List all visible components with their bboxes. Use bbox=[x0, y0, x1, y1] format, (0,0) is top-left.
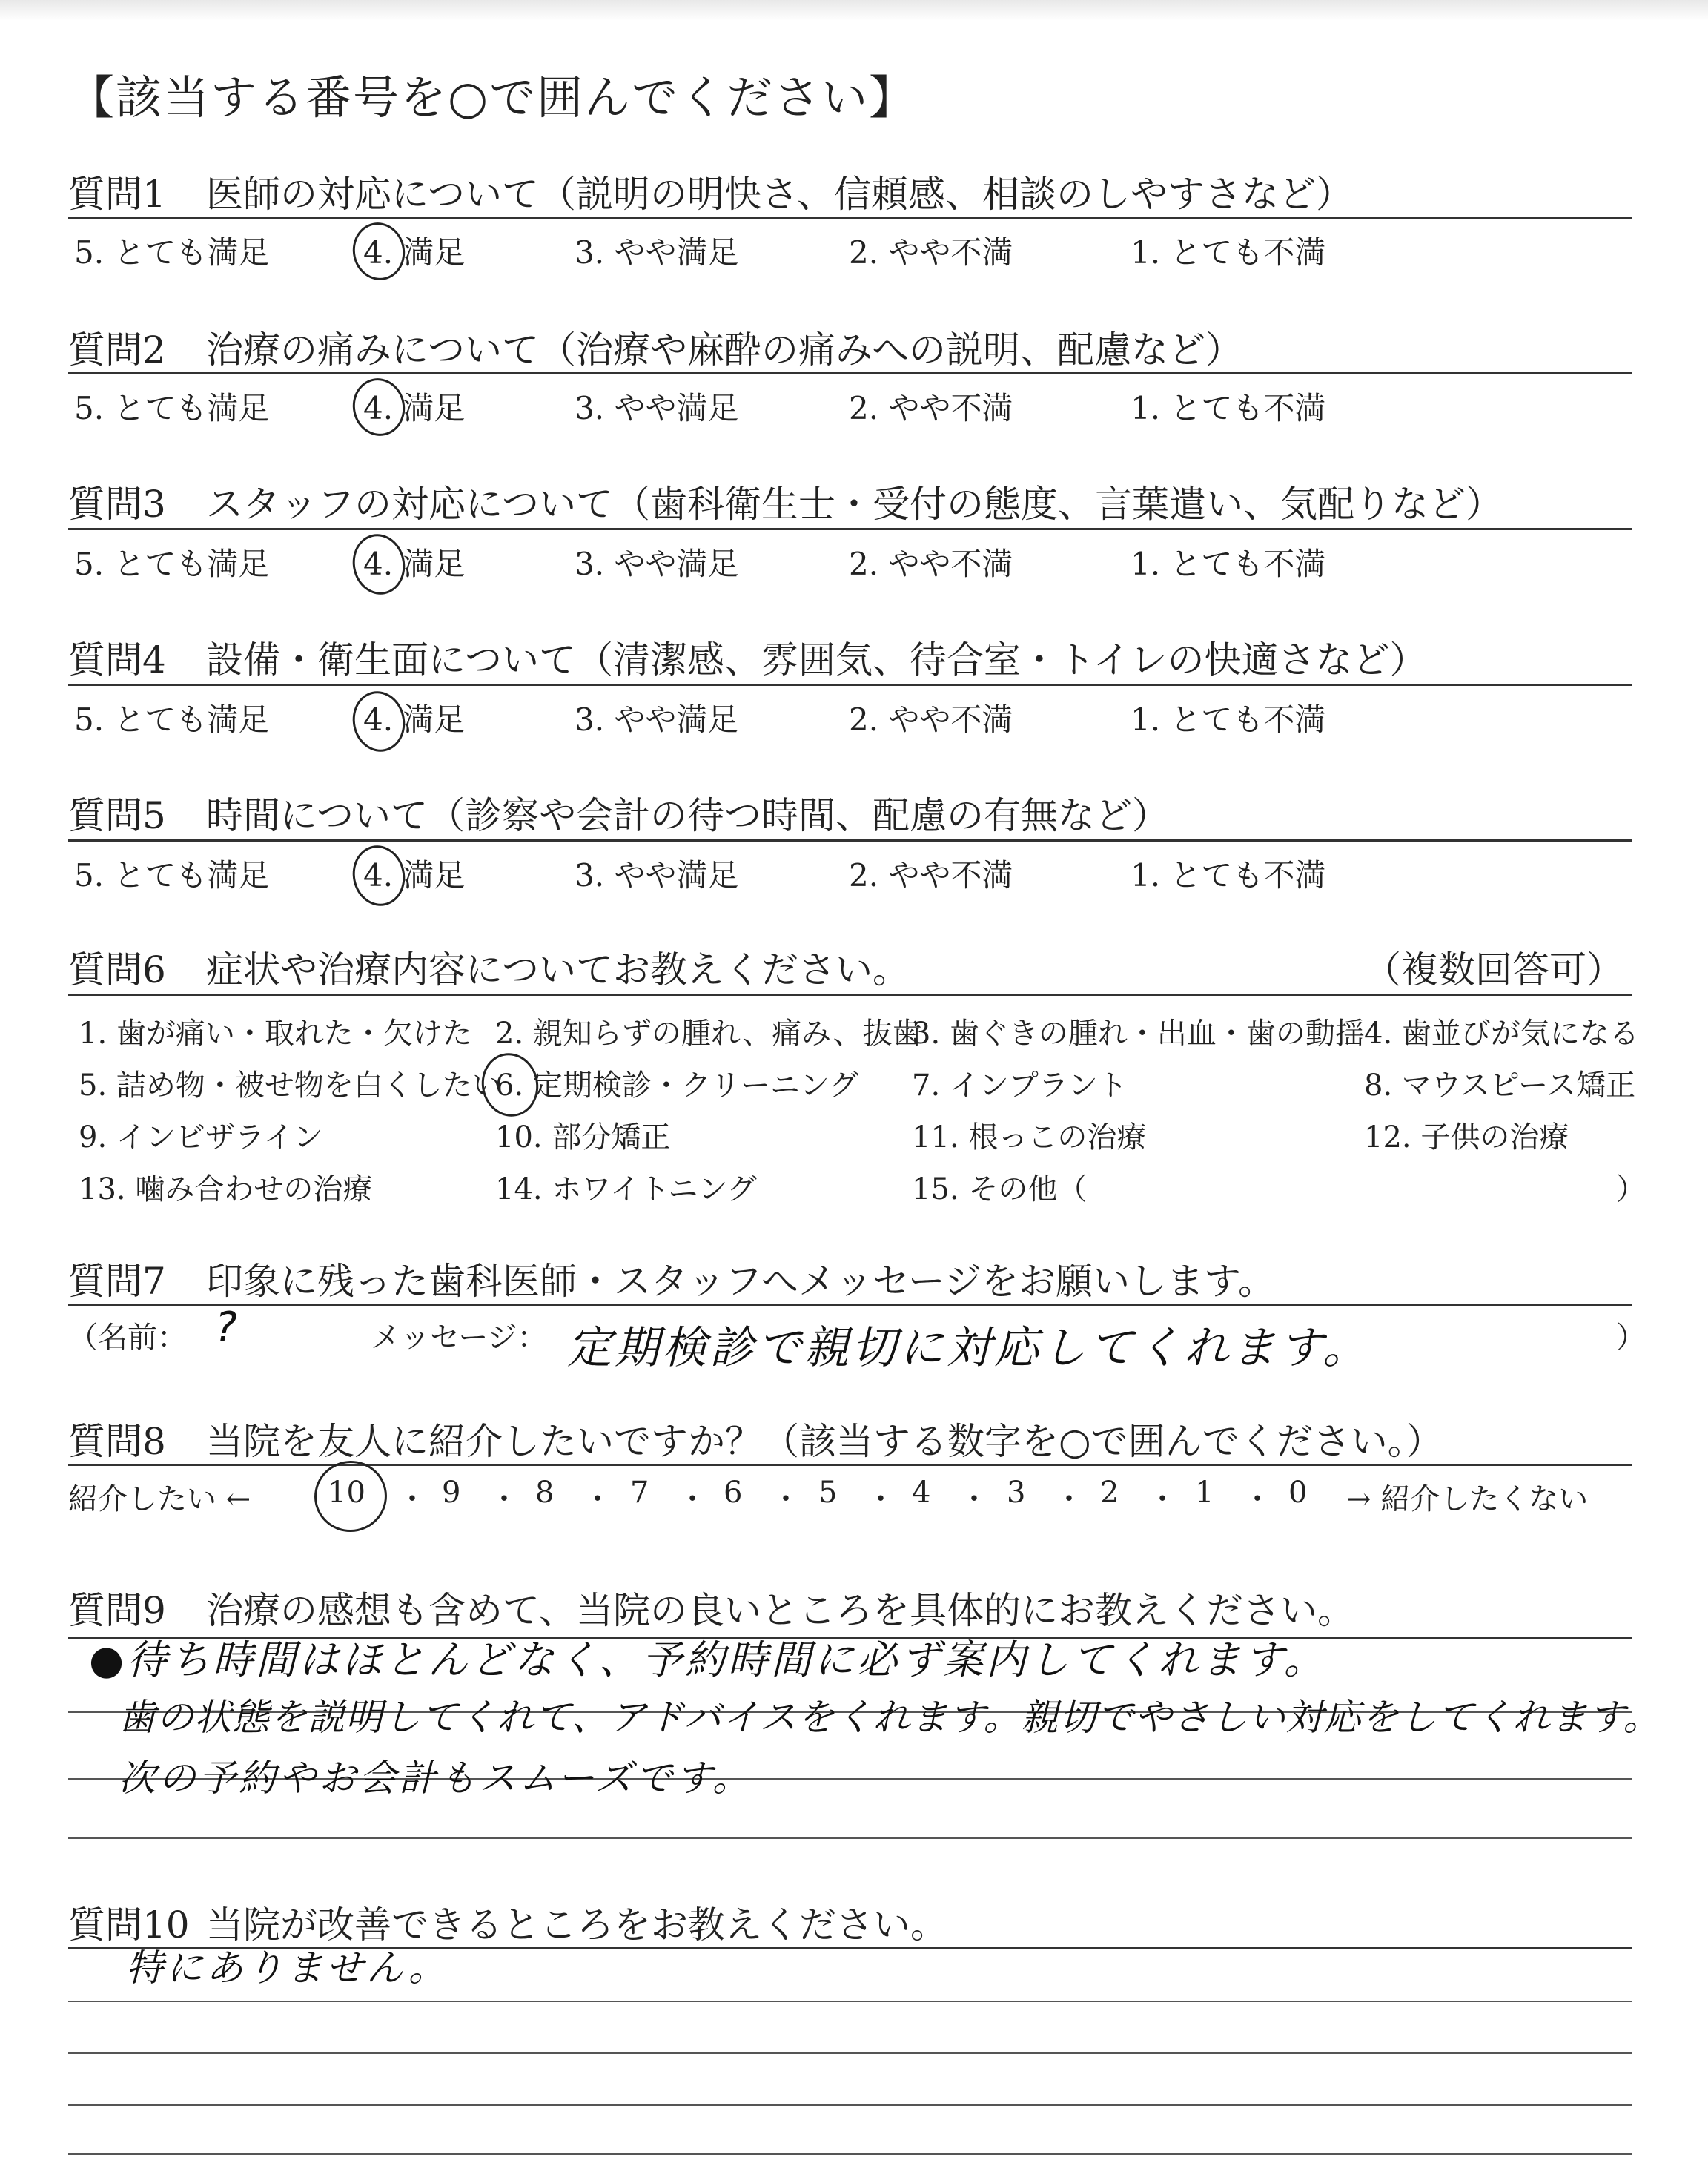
q6-note: （複数回答可） bbox=[1364, 948, 1623, 991]
q7-close: ） bbox=[1616, 1321, 1646, 1355]
q6-other-close: ） bbox=[1616, 1172, 1646, 1206]
q4-opt-2[interactable]: 2. やや不満 bbox=[849, 701, 1013, 738]
q8-rule bbox=[68, 1464, 1632, 1466]
q9-answer-line-2[interactable]: 歯の状態を説明してくれて、アドバイスをくれます。親切でやさしい対応をしてくれます。 bbox=[119, 1696, 1661, 1739]
q2-opt-5[interactable]: 5. とても満足 bbox=[74, 390, 270, 426]
q1-label: 質問1 bbox=[68, 173, 166, 216]
q8-dot-2: ・ bbox=[489, 1482, 519, 1516]
q3-label: 質問3 bbox=[68, 483, 166, 526]
q2-rule bbox=[68, 372, 1632, 374]
q7-name-value[interactable]: ? bbox=[215, 1304, 240, 1352]
q6-opt-4[interactable]: 4. 歯並びが気になる bbox=[1364, 1017, 1639, 1051]
q8-scale-0[interactable]: 0 bbox=[1288, 1476, 1308, 1510]
q8-label: 質問8 bbox=[68, 1420, 166, 1463]
q1-opt-5[interactable]: 5. とても満足 bbox=[74, 234, 270, 271]
q1-opt-1[interactable]: 1. とても不満 bbox=[1131, 234, 1326, 271]
q9-answer-line-1[interactable]: ●待ち時間はほとんどなく、予約時間に必ず案内してくれます。 bbox=[89, 1636, 1327, 1683]
q6-opt-1[interactable]: 1. 歯が痛い・取れた・欠けた bbox=[79, 1017, 472, 1051]
q6-opt-15[interactable]: 15. その他（ bbox=[912, 1172, 1088, 1206]
q6-opt-7[interactable]: 7. インプラント bbox=[912, 1069, 1128, 1103]
q10-label: 質問10 bbox=[68, 1903, 190, 1946]
q6-selection-circle bbox=[476, 1048, 544, 1122]
q6-text: 症状や治療内容についてお教えください。 bbox=[206, 948, 910, 991]
q8-dot-1: ・ bbox=[397, 1482, 427, 1516]
q7-name-label: （名前： bbox=[68, 1321, 187, 1355]
q5-opt-2[interactable]: 2. やや不満 bbox=[849, 857, 1013, 894]
q8-dot-3: ・ bbox=[583, 1482, 612, 1516]
q4-label: 質問4 bbox=[68, 638, 166, 681]
q2-opt-2[interactable]: 2. やや不満 bbox=[849, 390, 1013, 426]
q8-dot-4: ・ bbox=[678, 1482, 707, 1516]
q5-opt-5[interactable]: 5. とても満足 bbox=[74, 857, 270, 894]
q4-opt-5[interactable]: 5. とても満足 bbox=[74, 701, 270, 738]
q9-text: 治療の感想も含めて、当院の良いところを具体的にお教えください。 bbox=[206, 1589, 1354, 1632]
q3-rule bbox=[68, 528, 1632, 530]
q6-opt-14[interactable]: 14. ホワイトニング bbox=[495, 1172, 757, 1206]
q10-rule-4 bbox=[68, 2104, 1632, 2106]
page-title: 【該当する番号を○で囲んでください】 bbox=[68, 70, 917, 125]
q5-rule bbox=[68, 839, 1632, 842]
q1-opt-4[interactable]: 4. 満足 bbox=[363, 234, 466, 271]
q6-opt-11[interactable]: 11. 根っこの治療 bbox=[912, 1120, 1147, 1155]
q8-scale-6[interactable]: 6 bbox=[724, 1476, 743, 1510]
q8-dot-7: ・ bbox=[959, 1482, 989, 1516]
q3-text: スタッフの対応について（歯科衛生士・受付の態度、言葉遣い、気配りなど） bbox=[206, 483, 1503, 526]
q8-scale-1[interactable]: 1 bbox=[1195, 1476, 1214, 1510]
q8-dot-10: ・ bbox=[1242, 1482, 1272, 1516]
q6-opt-8[interactable]: 8. マウスピース矯正 bbox=[1364, 1069, 1636, 1103]
q3-opt-1[interactable]: 1. とても不満 bbox=[1131, 546, 1326, 582]
q8-scale-3[interactable]: 3 bbox=[1007, 1476, 1026, 1510]
q7-rule bbox=[68, 1304, 1632, 1306]
q9-rule-4 bbox=[68, 1837, 1632, 1839]
q1-rule bbox=[68, 217, 1632, 219]
q6-opt-5[interactable]: 5. 詰め物・被せ物を白くしたい bbox=[79, 1069, 502, 1103]
q5-text: 時間について（診察や会計の待つ時間、配慮の有無など） bbox=[206, 794, 1169, 837]
q3-opt-3[interactable]: 3. やや満足 bbox=[575, 546, 739, 582]
q6-label: 質問6 bbox=[68, 948, 166, 991]
q8-scale-9[interactable]: 9 bbox=[442, 1476, 461, 1510]
q7-message-label: メッセージ： bbox=[371, 1321, 547, 1355]
q6-opt-12[interactable]: 12. 子供の治療 bbox=[1364, 1120, 1569, 1155]
q8-right-label: → 紹介したくない bbox=[1346, 1482, 1589, 1516]
q8-scale-10[interactable]: 10 bbox=[328, 1476, 365, 1510]
q3-opt-4[interactable]: 4. 満足 bbox=[363, 546, 466, 582]
q8-dot-9: ・ bbox=[1148, 1482, 1177, 1516]
q5-opt-1[interactable]: 1. とても不満 bbox=[1131, 857, 1326, 894]
q1-opt-2[interactable]: 2. やや不満 bbox=[849, 234, 1013, 271]
q8-scale-2[interactable]: 2 bbox=[1100, 1476, 1119, 1510]
q10-rule-2 bbox=[68, 2001, 1632, 2002]
q5-opt-4[interactable]: 4. 満足 bbox=[363, 857, 466, 894]
q1-text: 医師の対応について（説明の明快さ、信頼感、相談のしやすさなど） bbox=[206, 173, 1353, 216]
q4-opt-4[interactable]: 4. 満足 bbox=[363, 701, 466, 738]
q2-text: 治療の痛みについて（治療や麻酔の痛みへの説明、配慮など） bbox=[206, 328, 1242, 371]
q8-text: 当院を友人に紹介したいですか？（該当する数字を○で囲んでください。） bbox=[206, 1420, 1443, 1463]
q3-opt-5[interactable]: 5. とても満足 bbox=[74, 546, 270, 582]
q10-answer-line-1[interactable]: 特にありません。 bbox=[126, 1946, 448, 1989]
q3-opt-2[interactable]: 2. やや不満 bbox=[849, 546, 1013, 582]
q8-scale-5[interactable]: 5 bbox=[818, 1476, 838, 1510]
q8-dot-5: ・ bbox=[771, 1482, 801, 1516]
q2-opt-1[interactable]: 1. とても不満 bbox=[1131, 390, 1326, 426]
q6-opt-9[interactable]: 9. インビザライン bbox=[79, 1120, 323, 1155]
q6-opt-3[interactable]: 3. 歯ぐきの腫れ・出血・歯の動揺 bbox=[912, 1017, 1365, 1051]
q4-text: 設備・衛生面について（清潔感、雰囲気、待合室・トイレの快適さなど） bbox=[206, 638, 1427, 681]
q7-text: 印象に残った歯科医師・スタッフへメッセージをお願いします。 bbox=[206, 1260, 1275, 1303]
q6-opt-10[interactable]: 10. 部分矯正 bbox=[495, 1120, 671, 1155]
q8-scale-7[interactable]: 7 bbox=[630, 1476, 649, 1510]
q2-opt-3[interactable]: 3. やや満足 bbox=[575, 390, 739, 426]
q9-answer-line-3[interactable]: 次の予約やお会計もスムーズです。 bbox=[119, 1757, 752, 1800]
q6-opt-6[interactable]: 6. 定期検診・クリーニング bbox=[495, 1069, 859, 1103]
q8-left-label: 紹介したい ← bbox=[68, 1482, 251, 1516]
q4-opt-1[interactable]: 1. とても不満 bbox=[1131, 701, 1326, 738]
q10-text: 当院が改善できるところをお教えください。 bbox=[206, 1903, 947, 1946]
q6-rule bbox=[68, 994, 1632, 996]
q8-dot-6: ・ bbox=[866, 1482, 896, 1516]
q7-message-value[interactable]: 定期検診で親切に対応してくれます。 bbox=[567, 1322, 1371, 1374]
q6-opt-13[interactable]: 13. 噛み合わせの治療 bbox=[79, 1172, 373, 1206]
q7-label: 質問7 bbox=[68, 1260, 166, 1303]
q4-rule bbox=[68, 684, 1632, 686]
q8-selection-circle bbox=[308, 1454, 394, 1539]
q1-opt-3[interactable]: 3. やや満足 bbox=[575, 234, 739, 271]
q2-opt-4[interactable]: 4. 満足 bbox=[363, 390, 466, 426]
q9-label: 質問9 bbox=[68, 1589, 166, 1632]
q2-label: 質問2 bbox=[68, 328, 166, 371]
q8-dot-8: ・ bbox=[1054, 1482, 1084, 1516]
q8-scale-4[interactable]: 4 bbox=[912, 1476, 931, 1510]
q5-opt-3[interactable]: 3. やや満足 bbox=[575, 857, 739, 894]
q6-opt-2[interactable]: 2. 親知らずの腫れ、痛み、抜歯 bbox=[495, 1017, 922, 1051]
scan-edge bbox=[0, 0, 1708, 21]
q5-label: 質問5 bbox=[68, 794, 166, 837]
q8-scale-8[interactable]: 8 bbox=[535, 1476, 555, 1510]
q4-opt-3[interactable]: 3. やや満足 bbox=[575, 701, 739, 738]
q10-rule-5 bbox=[68, 2153, 1632, 2155]
q10-rule-3 bbox=[68, 2052, 1632, 2054]
